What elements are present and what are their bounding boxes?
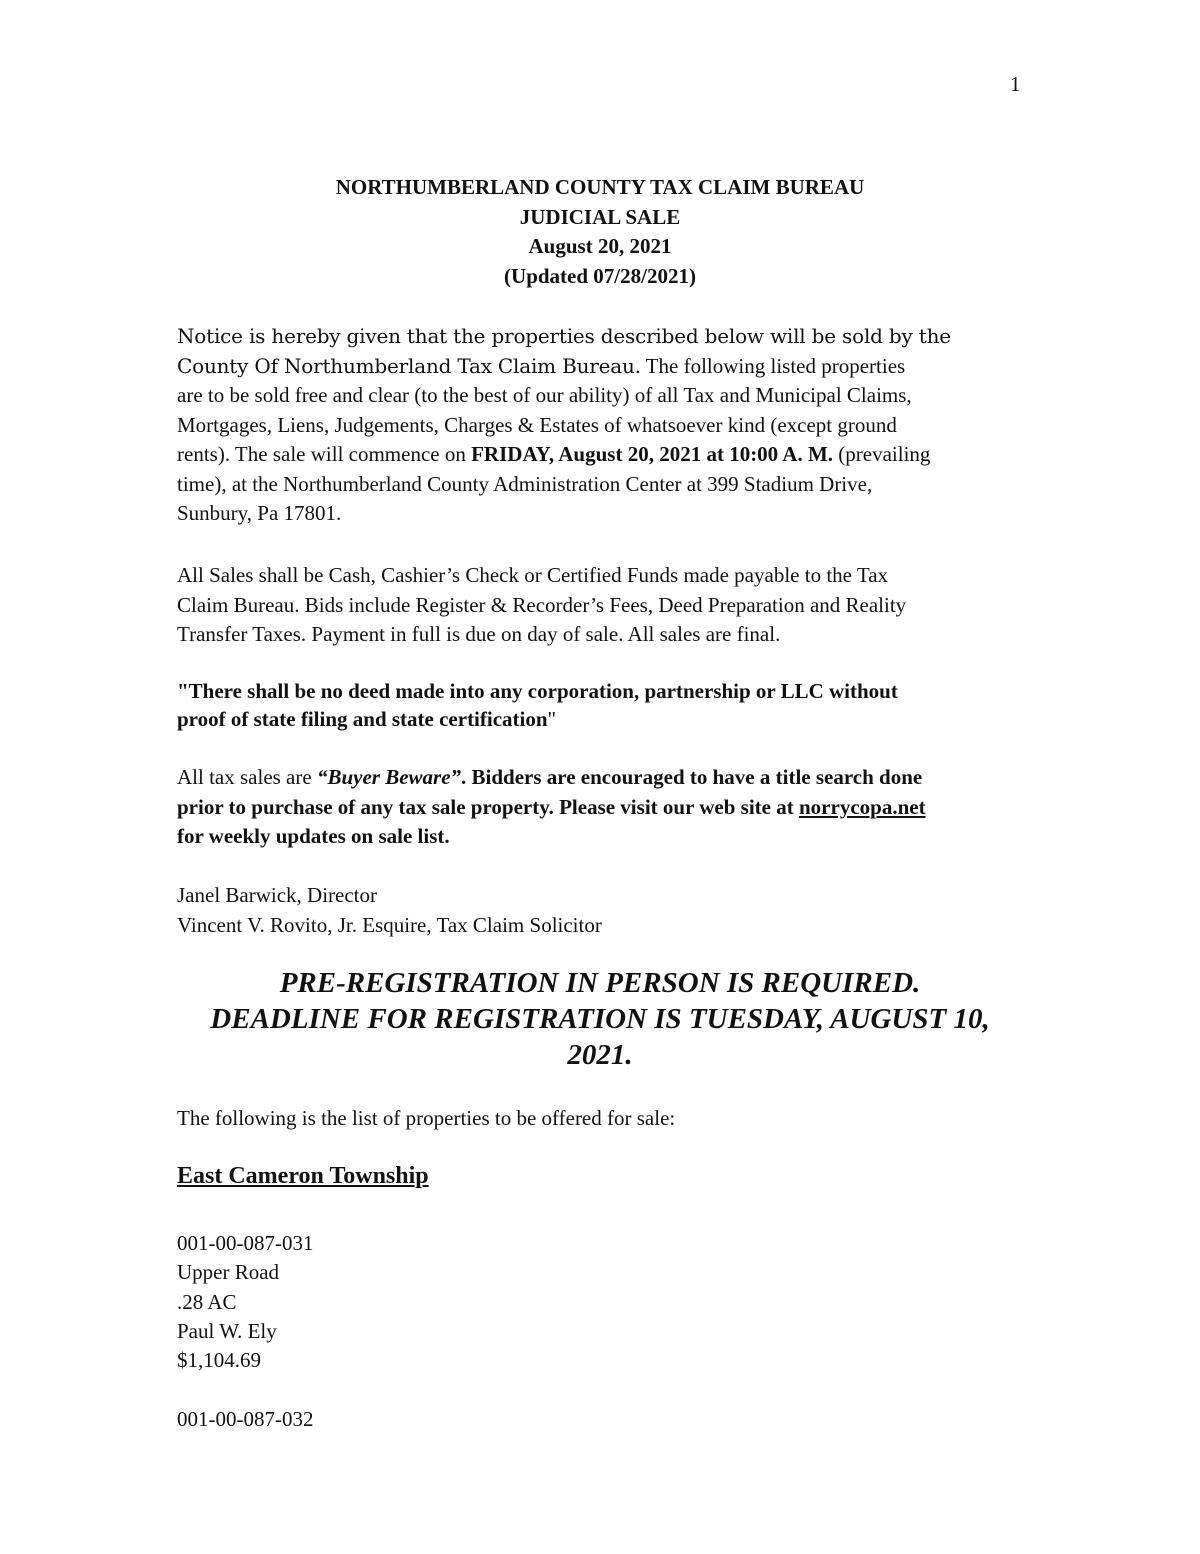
buyer-beware-paragraph <box>177 763 1027 852</box>
solicitor-name: Vincent V. Rovito, Jr. Esquire, Tax Claim Solicitor <box>177 912 602 937</box>
buyer-beware-phrase: “Buyer Beware” <box>316 765 462 789</box>
parcel-number: 001-00-087-031 <box>177 1231 314 1255</box>
deed-line-2: proof of state filing and state certification <box>177 707 548 731</box>
parcel-number: 001-00-087-032 <box>177 1407 314 1431</box>
notice-body-line-5: time), at the Northumberland County Administration Center at 399 Stadium Drive, <box>177 471 873 496</box>
notice-paragraph <box>177 322 1027 529</box>
notice-body-line-4a: rents). The sale will commence on <box>177 442 472 466</box>
deed-line-1: "There shall be no deed made into any corporation, partnership or LLC without <box>177 679 898 703</box>
property-entry <box>177 1229 313 1375</box>
prereg-line-1: PRE-REGISTRATION IN PERSON IS REQUIRED. <box>279 967 921 999</box>
header-bureau-name: NORTHUMBERLAND COUNTY TAX CLAIM BUREAU <box>335 175 865 199</box>
prereg-line-2: DEADLINE FOR REGISTRATION IS TUESDAY, AUGUST 10, <box>210 1003 990 1035</box>
beware-line-3: for weekly updates on sale list. <box>177 824 450 848</box>
header-sale-date: August 20, 2021 <box>528 234 672 258</box>
signers-block <box>177 881 1027 940</box>
page-number: 1 <box>1010 72 1021 96</box>
payment-line-1: All Sales shall be Cash, Cashier’s Check or Certified Funds made payable to the Tax <box>177 563 889 587</box>
deed-restriction-paragraph <box>177 677 1007 733</box>
website-link[interactable]: norrycopa.net <box>799 794 926 819</box>
payment-paragraph <box>177 561 1027 650</box>
sale-datetime: FRIDAY, August 20, 2021 at 10:00 A. M. <box>471 442 834 466</box>
notice-body-line-1: The following listed properties <box>640 353 906 378</box>
property-list-intro: The following is the list of properties to be offered for sale: <box>177 1106 676 1130</box>
property-entry <box>177 1405 313 1434</box>
notice-lead-line-1: Notice is hereby given that the properties described below will be sold by the <box>177 324 951 348</box>
header-sale-type: JUDICIAL SALE <box>519 204 681 229</box>
notice-body-line-4b: (prevailing <box>833 442 931 466</box>
prereg-line-3: 2021. <box>567 1039 633 1071</box>
header-updated-date: (Updated 07/28/2021) <box>504 263 696 288</box>
payment-line-2: Claim Bureau. Bids include Register & Recorder’s Fees, Deed Preparation and Reality <box>177 592 907 617</box>
notice-body-line-3: Mortgages, Liens, Judgements, Charges & Estates of whatsoever kind (except ground <box>177 412 897 437</box>
property-acreage: .28 AC <box>177 1289 237 1314</box>
beware-line-1b: . Bidders are encouraged to have a title search done <box>461 765 923 789</box>
director-name: Janel Barwick, Director <box>177 883 378 907</box>
notice-lead-line-2: County Of Northumberland Tax Claim Bureau. <box>177 353 641 378</box>
document-header <box>0 173 1200 291</box>
notice-body-line-2: are to be sold free and clear (to the best of our ability) of all Tax and Municipal Claims, <box>177 383 912 407</box>
property-owner: Paul W. Ely <box>177 1318 277 1343</box>
property-location: Upper Road <box>177 1260 280 1285</box>
preregistration-notice <box>150 965 1050 1073</box>
notice-body-line-6: Sunbury, Pa 17801. <box>177 501 342 525</box>
beware-line-2a: prior to purchase of any tax sale property. Please visit our web site at <box>177 794 799 819</box>
deed-line-2-end: " <box>547 707 557 731</box>
payment-line-3: Transfer Taxes. Payment in full is due on day of sale. All sales are final. <box>177 622 781 646</box>
property-amount: $1,104.69 <box>177 1348 261 1373</box>
beware-line-1a: All tax sales are <box>177 765 317 789</box>
township-heading: East Cameron Township <box>177 1163 429 1189</box>
